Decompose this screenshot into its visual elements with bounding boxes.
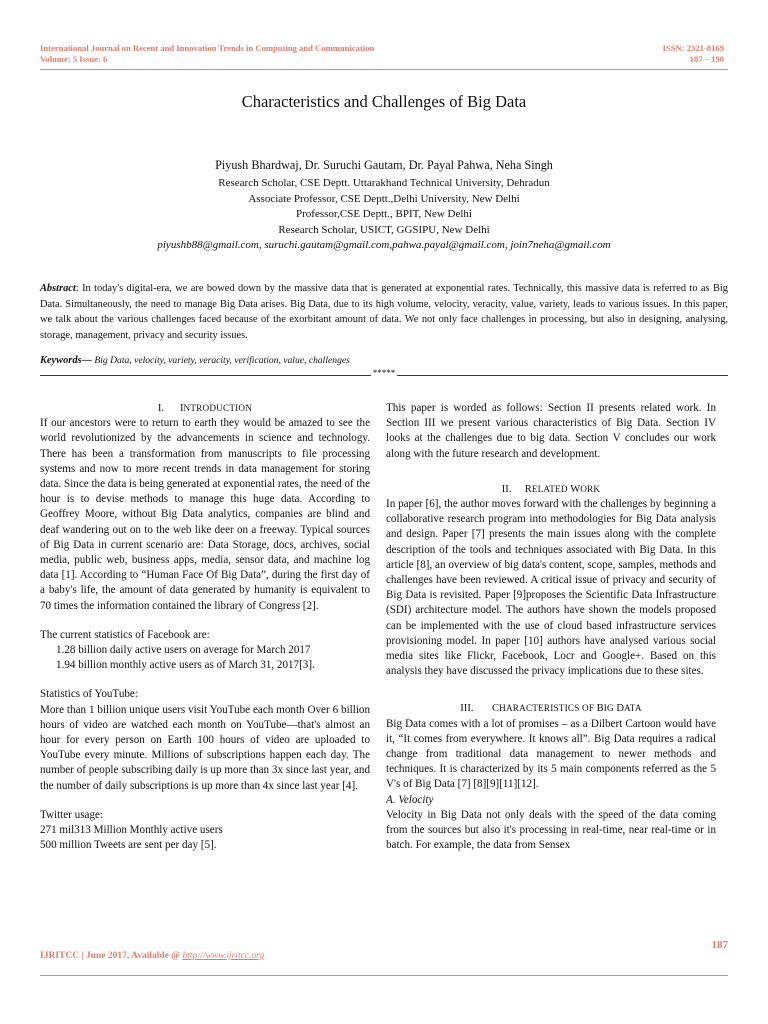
- author-emails: piyushb88@gmail.com, suruchi.gautam@gmail.com,pahwa.payal@gmail.com, join7neha@gmail.com: [157, 239, 611, 251]
- separator-stars: *****: [372, 368, 396, 378]
- header-rule: [40, 69, 728, 70]
- section-separator: [40, 368, 728, 378]
- heading-cap: D: [616, 703, 624, 715]
- twitter-heading: Twitter usage:: [40, 808, 103, 821]
- footer-text: IJRITCC | June 2017, Available @: [40, 951, 183, 961]
- twitter-stat-2: 500 million Tweets are sent per day [5].: [40, 839, 217, 852]
- issn-header: [663, 43, 724, 64]
- heading-rest: IG: [603, 703, 617, 714]
- heading-cap: B: [596, 703, 604, 715]
- section-heading-introduction: [40, 401, 370, 416]
- abstract-text: : In today's digital-era, we are bowed down by the massive data that is generated at exponential rates. Technically, this massive data is referred to as Big Data. Simultaneously, the need to manage Big Data arises. Big Data, due to its high volume, velocity, veracity, value, variety, leads to various issues. In this paper, we talk about the various challenges faced because of the exorbitant amount of data. We not only face challenges in processing, but also in designing, analysing, storage, management, privacy and security issues.: [40, 283, 728, 341]
- section-heading-related-work: [386, 482, 716, 497]
- affiliation-3: Professor,CSE Deptt., BPIT, New Delhi: [296, 208, 472, 220]
- abstract: [40, 281, 728, 343]
- paper-outline-paragraph: This paper is worded as follows: Section II presents related work. In Section III we present various characteristics of Big Data. Section IV looks at the challenges due to big data. Section V concludes our work along with the future research and development.: [386, 402, 716, 460]
- author-list: Piyush Bhardwaj, Dr. Suruchi Gautam, Dr. Payal Pahwa, Neha Singh: [215, 158, 553, 172]
- journal-website-link[interactable]: http://www.ijritcc.org: [182, 951, 265, 961]
- youtube-paragraph: More than 1 billion unique users visit YouTube each month Over 6 billion hours of video are watched each month on YouTube—that's almost an hour for every person on Earth 100 hours of video are uploaded to YouTube every minute. Millions of subscriptions happen each day. The number of people subscribing daily is up more than 3x since last year, and the number of daily subscriptions is up more than 4x since last year [4].: [40, 703, 370, 792]
- heading-cap: R: [524, 483, 532, 495]
- related-work-paragraph: In paper [6], the author moves forward with the challenges by beginning a collaborative research program into methodologies for Big Data analysis and design. Paper [7] presents the main issues along with the complete description of the tools and techniques associated with Big Data. In this article [8], an overview of big data's content, scope, samples, methods and challenges have been reviewed. A critical issue of privacy and security of Big Data is revisited. Paper [9]proposes the Scientific Data Infrastructure (SDI) architecture model. The authors have shown the models proposed can be implemented with the use of cloud based infrastructure services provisioning model. In paper [10] authors have analysed various social media sites like Flickr, Facebook, Locr and Google+. Based on this analysis they have discussed the privacy implications due to these sites.: [386, 498, 716, 678]
- journal-header: [40, 43, 374, 64]
- separator-line-right: [397, 375, 728, 376]
- section-number: I.: [157, 403, 165, 414]
- heading-rest: ATA: [623, 703, 642, 714]
- affiliation-1: Research Scholar, CSE Deptt. Uttarakhand Technical University, Dehradun: [218, 177, 550, 189]
- heading-cap: W: [570, 483, 581, 495]
- twitter-stat-1: 271 mil313 Million Monthly active users: [40, 824, 223, 837]
- keywords-label: Keywords—: [40, 355, 92, 366]
- paper-title: Characteristics and Challenges of Big Data: [241, 92, 527, 111]
- facebook-stat-1: 1.28 billion daily active users on average for March 2017: [56, 644, 311, 657]
- heading-rest: ELATED: [531, 483, 571, 494]
- subsection-heading-velocity: A. Velocity: [386, 793, 434, 806]
- page-number: 187: [711, 939, 728, 951]
- page-footer: [40, 951, 264, 961]
- journal-volume: Volume: 5 Issue: 6: [40, 53, 108, 64]
- facebook-heading: The current statistics of Facebook are:: [40, 628, 210, 641]
- youtube-heading: Statistics of YouTube:: [40, 688, 138, 701]
- heading-cap: I: [179, 403, 184, 414]
- section-number: II.: [501, 483, 512, 495]
- journal-name: International Journal on Recent and Innovation Trends in Computing and Communication: [40, 43, 375, 53]
- heading-cap: C: [492, 703, 500, 715]
- issn: ISSN: 2321-8169: [662, 43, 724, 53]
- intro-paragraph: If our ancestors were to return to earth they would be amazed to see the world revolutionized by the advancements in science and technology. There has been a transformation from manuscripts to file processing systems and now to more recent trends in data management for storing data. Since the data is being generated at exponential rates, the need of the hour is to devise methods to manage this huge data. According to Geoffrey Moore, without Big Data analytics, companies are blind and deaf wandering out on to the web like deer on a freeway. Typical sources of Big Data in current scenario are: Data Storage, docs, archives, social media, public web, business apps, media, sensor data, and machine log data [1]. According to “Human Face Of Big Data”, during the first day of a baby's life, the amount of data generated by humanity is equivalent to 70 times the information contained the library of Congress [2].: [40, 417, 370, 612]
- abstract-label: Abstract: [40, 283, 76, 294]
- velocity-paragraph: Velocity in Big Data not only deals with the speed of the data coming from the sources but also it's processing in real-time, near real-time or in batch. For example, the data from Sensex: [386, 808, 716, 852]
- heading-rest: HARACTERISTICS OF: [499, 703, 597, 714]
- page-range: 187 – 190: [689, 53, 724, 64]
- section-heading-characteristics: [386, 701, 716, 716]
- footer-rule: [40, 975, 728, 976]
- heading-rest: NTRODUCTION: [183, 403, 253, 413]
- right-column: [386, 401, 716, 853]
- separator-line-left: [40, 375, 371, 376]
- section-number: III.: [460, 703, 474, 715]
- facebook-stat-2: 1.94 billion monthly active users as of March 31, 2017[3].: [56, 659, 315, 672]
- affiliation-2: Associate Professor, CSE Deptt.,Delhi University, New Delhi: [248, 192, 520, 205]
- heading-rest: ORK: [580, 483, 601, 494]
- affiliation-4: Research Scholar, USICT, GGSIPU, New Delhi: [278, 223, 490, 236]
- keywords-text: Big Data, velocity, variety, veracity, verification, value, challenges: [91, 355, 350, 366]
- keywords: [40, 354, 728, 368]
- left-column: [40, 401, 370, 853]
- characteristics-paragraph: Big Data comes with a lot of promises – as a Dilbert Cartoon would have it, “It comes from everywhere. It knows all”. Big Data requires a radical change from traditional data management to newer methods and techniques. It is characterized by its 5 main components referred as the 5 V's of Big Data [7] [8][9][11][12].: [386, 717, 716, 791]
